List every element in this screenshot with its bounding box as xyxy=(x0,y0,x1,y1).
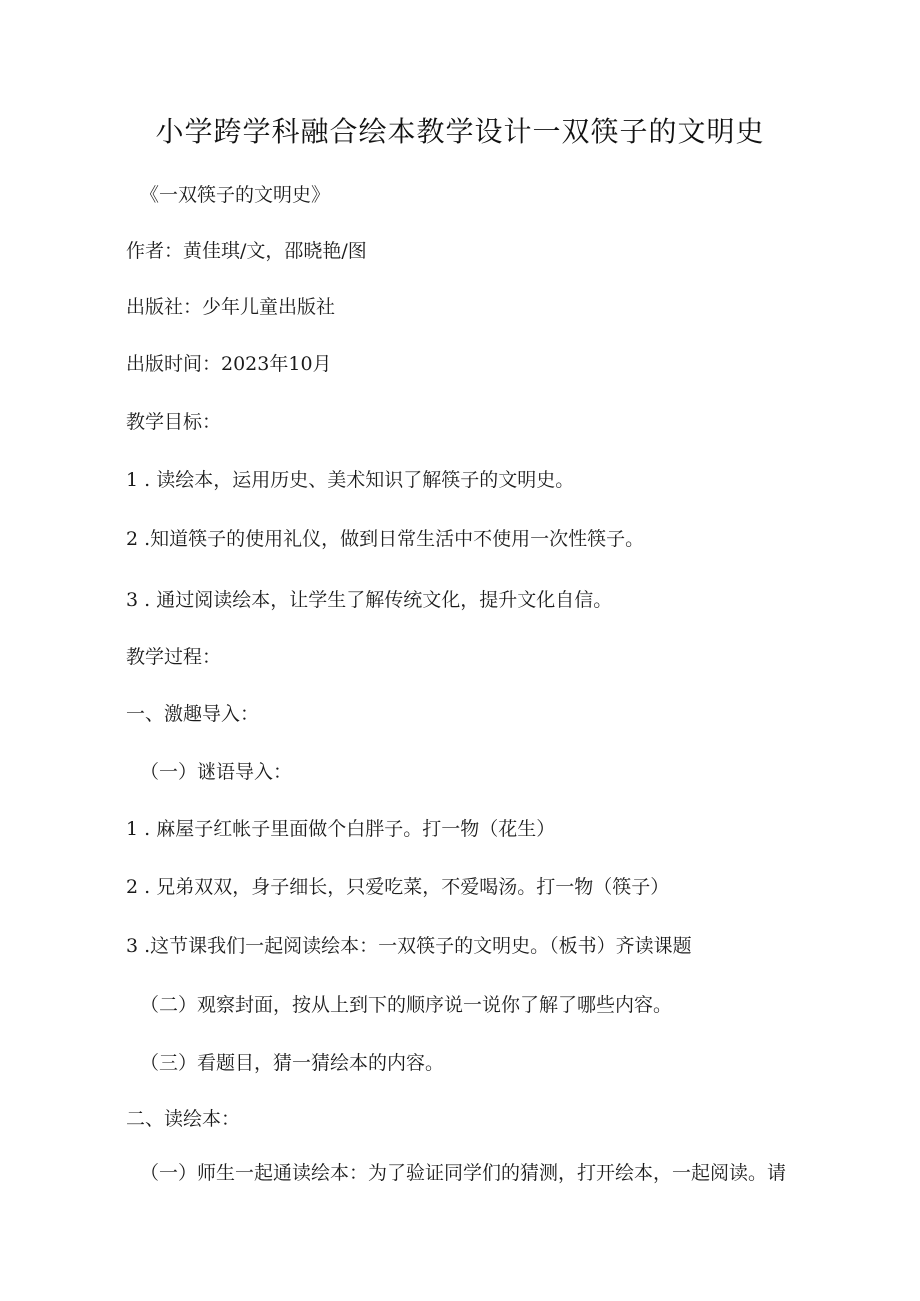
goal-item-3: 3 . 通过阅读绘本，让学生了解传统文化，提升文化自信。 xyxy=(126,589,613,611)
teaching-process-heading: 教学过程： xyxy=(126,646,222,668)
subsection-guess-content: （三）看题目，猜一猜绘本的内容。 xyxy=(140,1052,445,1074)
document-title: 小学跨学科融合绘本教学设计一双筷子的文明史 xyxy=(155,115,765,148)
riddle-item-2: 2 . 兄弟双双，身子细长，只爱吃菜，不爱喝汤。打一物（筷子） xyxy=(126,876,670,898)
goal-item-2: 2 .知道筷子的使用礼仪，做到日常生活中不使用一次性筷子。 xyxy=(126,528,645,550)
publish-date-line: 出版时间：2023年10月 xyxy=(126,353,332,375)
teaching-goals-heading: 教学目标： xyxy=(126,411,222,433)
riddle-item-1: 1 . 麻屋子红帐子里面做个白胖子。打一物（花生） xyxy=(126,818,556,840)
book-title-line: 《一双筷子的文明史》 xyxy=(140,184,331,206)
riddle-item-3: 3 .这节课我们一起阅读绘本：一双筷子的文明史。（板书）齐读课题 xyxy=(126,935,692,957)
section-1-heading: 一、激趣导入： xyxy=(126,703,260,725)
subsection-riddle-heading: （一）谜语导入： xyxy=(140,761,293,783)
section-2-heading: 二、读绘本： xyxy=(126,1108,241,1130)
publisher-line: 出版社：少年儿童出版社 xyxy=(126,296,336,318)
author-line: 作者：黄佳琪/文，邵晓艳/图 xyxy=(126,240,367,262)
subsection-cover-observation: （二）观察封面，按从上到下的顺序说一说你了解了哪些内容。 xyxy=(140,994,673,1016)
goal-item-1: 1 . 读绘本，运用历史、美术知识了解筷子的文明史。 xyxy=(126,469,575,491)
subsection-read-together: （一）师生一起通读绘本：为了验证同学们的猜测，打开绘本，一起阅读。请 xyxy=(140,1162,787,1184)
